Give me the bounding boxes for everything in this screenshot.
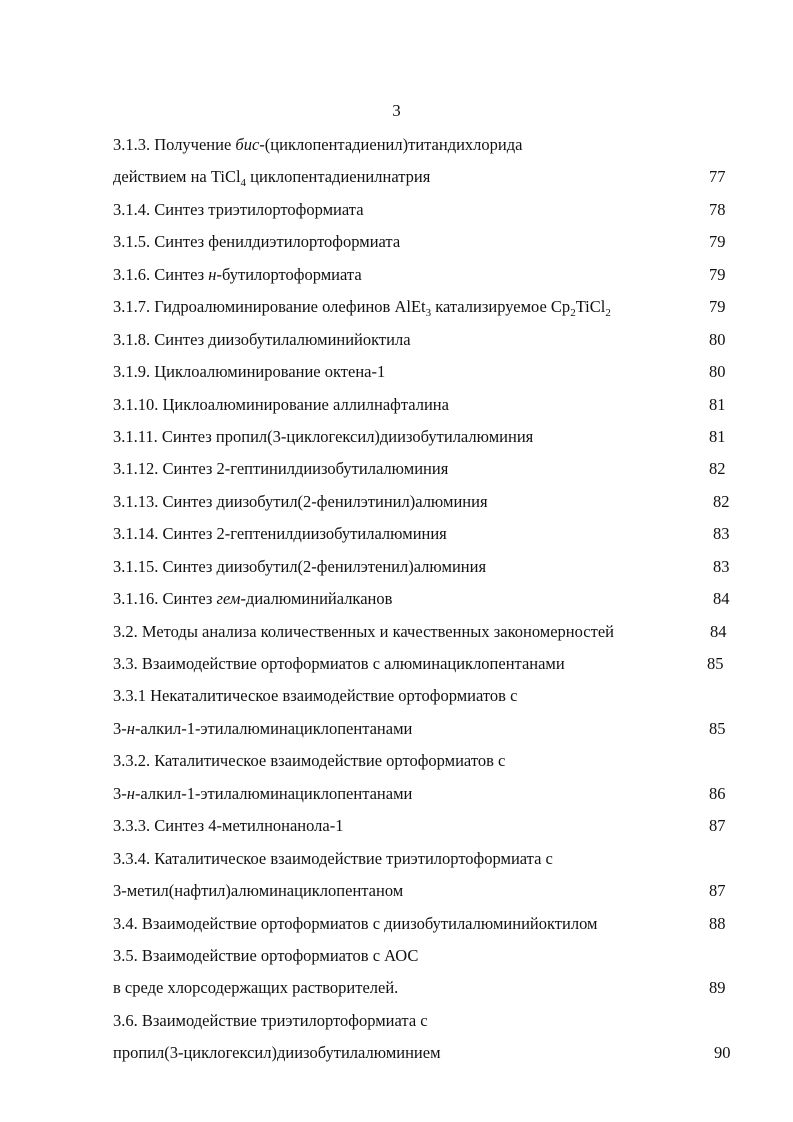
toc-entry [113, 745, 738, 777]
toc-entry-title: 3.3.1 Некаталитическое взаимодействие ортоформиатов с [113, 686, 518, 706]
toc-entry-page: 81 [709, 394, 726, 414]
toc-entry-title: 3.1.8. Синтез диизобутилалюминийоктила [113, 329, 411, 349]
toc-entry-page: 87 [709, 881, 726, 901]
toc-entry-title: 3.2. Методы анализа количественных и качественных закономерностей [113, 621, 614, 641]
toc-entry-title: 3.1.15. Синтез диизобутил(2-фенилэтенил)алюминия [113, 556, 487, 576]
toc-entry-page: 79 [709, 264, 726, 284]
toc-entry [113, 161, 738, 193]
toc-entry-page: 82 [713, 491, 730, 511]
toc-entry-page: 87 [709, 816, 726, 836]
toc-entry-page: 85 [709, 718, 726, 738]
toc-entry [113, 1037, 738, 1069]
toc-entry-page: 82 [709, 459, 726, 479]
toc-entry-title: 3.1.14. Синтез 2-гептенилдиизобутилалюминия [113, 524, 447, 544]
toc-entry-title: пропил(3-циклогексил)диизобутилалюминием [113, 1043, 441, 1063]
toc-entry-title: 3.1.7. Гидроалюминирование олефинов AlEt$_3$ катализируемое $Cp_2TiCl_2$ [113, 297, 611, 320]
toc-entry-title: 3.3.2. Каталитическое взаимодействие ортоформиатов с [113, 751, 506, 771]
toc-entry-page: 80 [709, 362, 726, 382]
toc-entry-page: 81 [709, 426, 726, 446]
table-of-contents [113, 129, 738, 1070]
toc-entry [113, 713, 738, 745]
toc-entry-page: 83 [713, 556, 730, 576]
toc-entry [113, 518, 738, 550]
toc-entry-title: в среде хлорсодержащих растворителей. [113, 978, 399, 998]
toc-entry-title: действием на TiCl$_4$ циклопентадиенилнатрия [113, 167, 431, 190]
toc-entry-page: 88 [709, 913, 726, 933]
toc-entry [113, 680, 738, 712]
toc-entry [113, 1005, 738, 1037]
toc-entry [113, 194, 738, 226]
toc-entry-title: 3.1.3. Получение бис-(циклопентадиенил)титандихлорида [113, 135, 523, 154]
toc-entry [113, 810, 738, 842]
toc-entry-title: 3.1.6. Синтез н-бутилортоформиата [113, 264, 362, 284]
toc-entry [113, 778, 738, 810]
toc-entry-title: 3-н-алкил-1-этилалюминациклопентанами [113, 718, 413, 738]
toc-entry-page: 89 [709, 978, 726, 998]
toc-entry-page: 90 [714, 1043, 731, 1063]
toc-entry [113, 583, 738, 615]
toc-entry-title: 3.6. Взаимодействие триэтилортоформиата с [113, 1010, 428, 1030]
toc-entry [113, 616, 738, 648]
toc-entry-title: 3.1.5. Синтез фенилдиэтилортоформиата [113, 232, 401, 252]
toc-entry [113, 356, 738, 388]
toc-entry-title: 3-метил(нафтил)алюминациклопентаном [113, 881, 404, 901]
toc-entry-title: 3.3.4. Каталитическое взаимодействие триэтилортоформиата с [113, 848, 553, 868]
toc-entry [113, 972, 738, 1004]
toc-entry-title: 3.1.16. Синтез гем-диалюминийалканов [113, 589, 393, 609]
toc-entry-page: 84 [710, 621, 727, 641]
toc-entry [113, 259, 738, 291]
toc-entry-title: 3.1.12. Синтез 2-гептинилдиизобутилалюминия [113, 459, 449, 479]
toc-entry-title: 3.5. Взаимодействие ортоформиатов с АОС [113, 945, 419, 965]
toc-entry-page: 80 [709, 329, 726, 349]
toc-entry-page: 79 [709, 232, 726, 252]
toc-entry [113, 648, 738, 680]
toc-entry-page: 85 [707, 654, 724, 673]
toc-entry [113, 324, 738, 356]
toc-entry [113, 129, 738, 161]
toc-entry [113, 908, 738, 940]
toc-entry [113, 486, 738, 518]
toc-entry [113, 940, 738, 972]
toc-entry-title: 3.3.3. Синтез 4-метилнонанола-1 [113, 816, 344, 836]
toc-entry-page: 84 [713, 589, 730, 609]
toc-entry [113, 421, 738, 453]
toc-entry-page: 78 [709, 199, 726, 219]
toc-entry-title: 3-н-алкил-1-этилалюминациклопентанами [113, 783, 413, 803]
toc-entry-title: 3.4. Взаимодействие ортоформиатов с диизобутилалюминийоктилом [113, 913, 598, 933]
toc-entry-page: 77 [709, 167, 726, 187]
toc-entry [113, 875, 738, 907]
toc-entry-title: 3.1.9. Циклоалюминирование октена-1 [113, 362, 386, 382]
toc-entry [113, 291, 738, 323]
toc-entry [113, 843, 738, 875]
toc-entry-title: 3.1.11. Синтез пропил(3-циклогексил)диизобутилалюминия [113, 426, 534, 446]
toc-entry-title: 3.1.4. Синтез триэтилортоформиата [113, 199, 364, 219]
toc-entry [113, 551, 738, 583]
toc-entry [113, 226, 738, 258]
page-number: 3 [392, 101, 401, 120]
toc-entry-page: 79 [709, 297, 726, 317]
toc-entry [113, 389, 738, 421]
toc-entry-page: 86 [709, 783, 726, 803]
toc-entry [113, 453, 738, 485]
toc-entry-title: 3.1.10. Циклоалюминирование аллилнафталина [113, 394, 449, 414]
toc-entry-title: 3.1.13. Синтез диизобутил(2-фенилэтинил)алюминия [113, 491, 488, 511]
toc-entry-page: 83 [713, 524, 730, 544]
toc-entry-title: 3.3. Взаимодействие ортоформиатов с алюминациклопентанами [113, 654, 565, 673]
